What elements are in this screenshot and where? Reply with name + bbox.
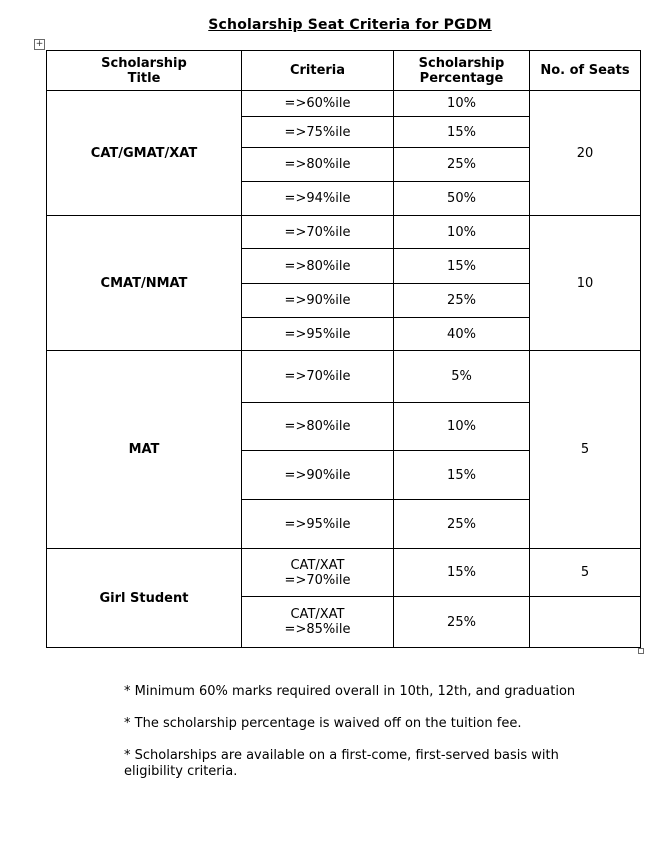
- seats-cell: 5: [530, 351, 641, 549]
- criteria-cell: =>70%ile: [242, 351, 394, 403]
- percentage-cell: 15%: [394, 549, 530, 597]
- group-name: Girl Student: [47, 549, 242, 648]
- notes: [124, 684, 594, 796]
- percentage-cell: 15%: [394, 117, 530, 148]
- percentage-cell: 40%: [394, 318, 530, 351]
- table-header-row: [47, 51, 641, 91]
- percentage-cell: 25%: [394, 148, 530, 182]
- seats-cell: [530, 597, 641, 648]
- note-item: * The scholarship percentage is waived off on the tuition fee.: [124, 716, 522, 731]
- scholarship-table: [46, 50, 641, 648]
- table-row: [47, 549, 641, 597]
- seats-cell: 10: [530, 216, 641, 351]
- seats-cell: 5: [530, 549, 641, 597]
- criteria-cell: =>75%ile: [242, 117, 394, 148]
- criteria-cell: =>94%ile: [242, 182, 394, 216]
- criteria-cell: =>90%ile: [242, 451, 394, 500]
- table-row: [47, 216, 641, 249]
- resize-handle[interactable]: [638, 648, 644, 654]
- page-title: Scholarship Seat Criteria for PGDM: [208, 17, 492, 33]
- criteria-cell: =>95%ile: [242, 318, 394, 351]
- move-icon[interactable]: +: [35, 39, 44, 49]
- criteria-cell: =>95%ile: [242, 500, 394, 549]
- percentage-cell: 25%: [394, 500, 530, 549]
- criteria-cell: CAT/XAT =>70%ile: [242, 549, 394, 597]
- header-scholarship-title: Scholarship Title: [47, 51, 242, 91]
- note-item: * Scholarships are available on a first-come, first-served basis with eligibility criteria.: [124, 748, 559, 779]
- seats-cell: 20: [530, 91, 641, 216]
- criteria-cell: =>60%ile: [242, 91, 394, 117]
- percentage-cell: 15%: [394, 249, 530, 284]
- criteria-cell: =>80%ile: [242, 403, 394, 451]
- group-name: CAT/GMAT/XAT: [47, 91, 242, 216]
- percentage-cell: 50%: [394, 182, 530, 216]
- criteria-cell: CAT/XAT =>85%ile: [242, 597, 394, 648]
- criteria-cell: =>80%ile: [242, 249, 394, 284]
- criteria-cell: =>80%ile: [242, 148, 394, 182]
- percentage-cell: 25%: [394, 284, 530, 318]
- group-name: MAT: [47, 351, 242, 549]
- header-scholarship-percentage: Scholarship Percentage: [394, 51, 530, 91]
- criteria-cell: =>70%ile: [242, 216, 394, 249]
- group-name: CMAT/NMAT: [47, 216, 242, 351]
- percentage-cell: 10%: [394, 91, 530, 117]
- percentage-cell: 25%: [394, 597, 530, 648]
- percentage-cell: 15%: [394, 451, 530, 500]
- criteria-cell: =>90%ile: [242, 284, 394, 318]
- percentage-cell: 10%: [394, 403, 530, 451]
- percentage-cell: 10%: [394, 216, 530, 249]
- header-criteria: Criteria: [242, 51, 394, 91]
- table-row: [47, 91, 641, 117]
- percentage-cell: 5%: [394, 351, 530, 403]
- note-item: * Minimum 60% marks required overall in 10th, 12th, and graduation: [124, 684, 576, 699]
- header-no-of-seats: No. of Seats: [530, 51, 641, 91]
- table-row: [47, 351, 641, 403]
